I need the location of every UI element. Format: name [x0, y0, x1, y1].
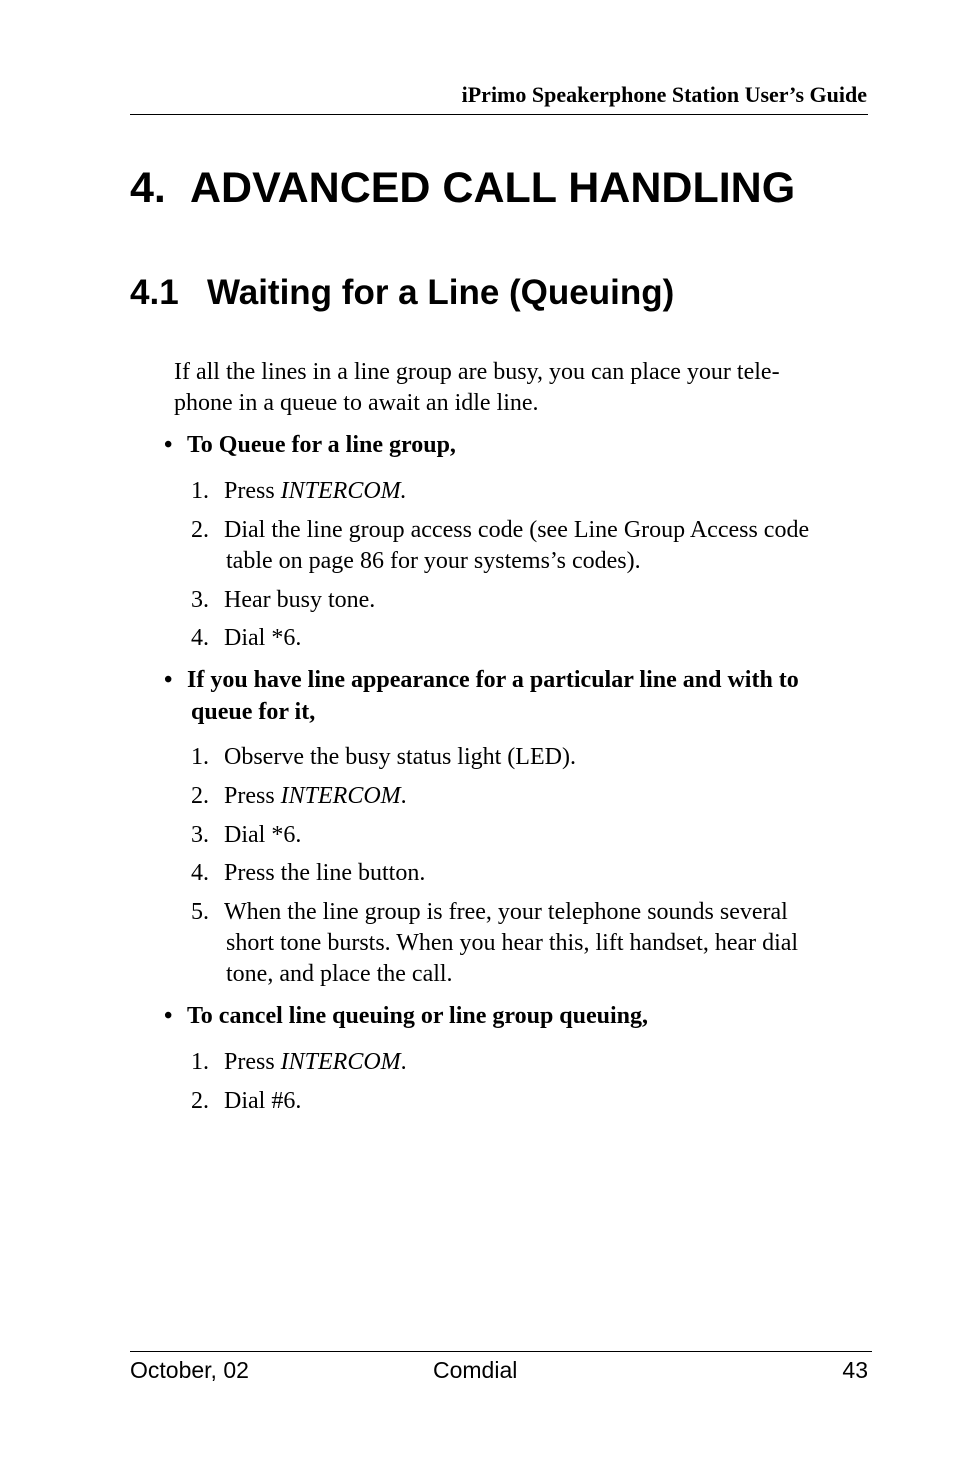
step — [191, 858, 425, 889]
step-number: 4. — [191, 625, 209, 651]
step — [191, 1047, 407, 1078]
step-continuation: tone, and place the call. — [226, 961, 453, 987]
step-number: 3. — [191, 822, 209, 848]
step-text: Dial #6. — [224, 1088, 302, 1114]
step-text: Press — [224, 783, 281, 809]
step — [191, 1086, 301, 1117]
step-number: 3. — [191, 587, 209, 613]
bullet-mark: • — [164, 432, 173, 458]
step — [191, 820, 301, 851]
bullet-heading: To cancel line queuing or line group queuing, — [187, 1003, 649, 1029]
step — [191, 897, 788, 928]
step-continuation: short tone bursts. When you hear this, lift handset, hear dial — [226, 930, 799, 956]
footer-date: October, 02 — [130, 1357, 249, 1383]
step-emphasis: INTERCOM — [280, 1049, 401, 1075]
step-text-end: . — [400, 783, 407, 809]
intro-paragraph-line-2: phone in a queue to await an idle line. — [174, 390, 539, 416]
step-text: Press — [224, 1049, 281, 1075]
bullet-cancel-queuing — [164, 1001, 648, 1032]
step-text: Press the line button. — [224, 860, 426, 886]
step-emphasis: INTERCOM. — [280, 478, 407, 504]
footer-company: Comdial — [433, 1357, 518, 1383]
step — [191, 476, 407, 507]
intro-paragraph-line-1: If all the lines in a line group are busy, you can place your tele- — [174, 359, 780, 385]
section-number: 4.1 — [130, 273, 179, 312]
step-number: 1. — [191, 1049, 209, 1075]
section-title — [130, 270, 674, 316]
running-header: iPrimo Speakerphone Station User’s Guide — [461, 82, 867, 107]
step-number: 4. — [191, 860, 209, 886]
chapter-number: 4. — [130, 164, 166, 212]
step-text: Dial *6. — [224, 822, 302, 848]
footer-rule — [130, 1351, 872, 1352]
chapter-title — [130, 160, 795, 216]
step-number: 2. — [191, 783, 209, 809]
bullet-heading-continuation: queue for it, — [191, 699, 316, 725]
bullet-line-appearance — [164, 665, 799, 696]
page-number: 43 — [842, 1357, 868, 1383]
step-text: Observe the busy status light (LED). — [224, 744, 576, 770]
bullet-mark: • — [164, 1003, 173, 1029]
bullet-mark: • — [164, 667, 173, 693]
step-text: Dial the line group access code (see Line Group Access code — [224, 517, 810, 543]
bullet-heading: To Queue for a line group, — [187, 432, 456, 458]
step-number: 1. — [191, 478, 209, 504]
bullet-queue-line-group — [164, 430, 456, 461]
step — [191, 623, 301, 654]
step-number: 5. — [191, 899, 209, 925]
step-number: 2. — [191, 517, 209, 543]
step-number: 1. — [191, 744, 209, 770]
step — [191, 781, 407, 812]
step-text-end: . — [400, 1049, 407, 1075]
step-emphasis: INTERCOM — [280, 783, 401, 809]
chapter-title-text: ADVANCED CALL HANDLING — [190, 164, 796, 212]
step-text: When the line group is free, your telephone sounds several — [224, 899, 788, 925]
step — [191, 742, 576, 773]
step-text: Hear busy tone. — [224, 587, 376, 613]
step-number: 2. — [191, 1088, 209, 1114]
step — [191, 585, 375, 616]
step-continuation: table on page 86 for your systems’s codes). — [226, 548, 641, 574]
header-rule — [130, 114, 868, 115]
section-title-text: Waiting for a Line (Queuing) — [207, 273, 675, 312]
step — [191, 515, 809, 546]
step-text: Dial *6. — [224, 625, 302, 651]
step-text: Press — [224, 478, 281, 504]
bullet-heading: If you have line appearance for a particular line and with to — [187, 667, 799, 693]
